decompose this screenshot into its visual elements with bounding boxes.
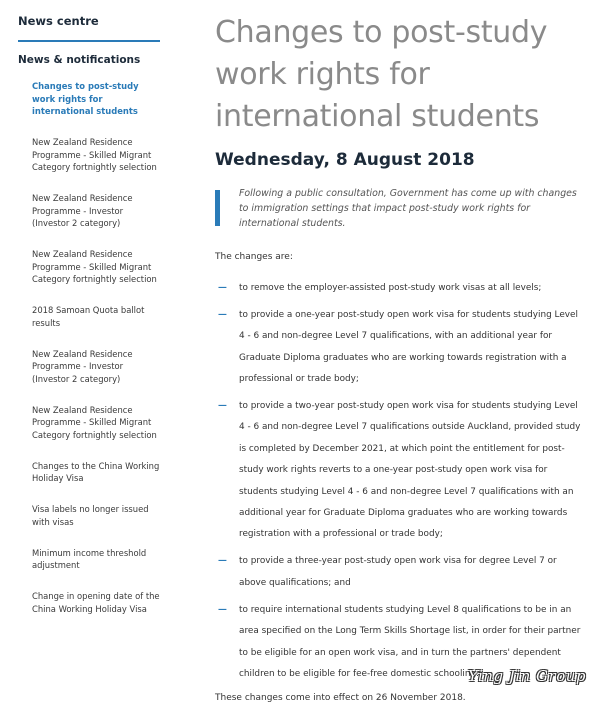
sidebar-item-skilled-migrant-1[interactable]: New Zealand Residence Programme - Skilled Migrant Category fortnightly selection xyxy=(32,137,157,172)
sidebar-item-investor-1[interactable]: New Zealand Residence Programme - Investor (Investor 2 category) xyxy=(32,193,133,228)
change-text: to provide a three-year post-study open work visa for degree Level 7 or above qualifications; and xyxy=(239,556,557,588)
change-text: to provide a one-year post-study open work visa for students studying Level 4 - 6 and non-degree Level 7 qualifications, with an additional year for Graduate Diploma graduates who are working towards registration with a professional or trade body; xyxy=(239,309,578,385)
effective-date-note: These changes come into effect on 26 November 2018. xyxy=(215,693,466,703)
sidebar xyxy=(18,14,160,634)
sidebar-title[interactable]: News centre xyxy=(18,14,160,42)
changes-lead: The changes are: xyxy=(215,252,293,262)
sidebar-item-china-working-holiday[interactable]: Changes to the China Working Holiday Visa xyxy=(32,460,160,483)
sidebar-section-heading[interactable]: News & notifications xyxy=(18,54,141,66)
dash-bullet-icon: — xyxy=(218,604,227,615)
changes-list xyxy=(215,278,585,685)
list-item xyxy=(215,551,585,594)
dash-bullet-icon: — xyxy=(218,309,227,320)
list-item xyxy=(215,396,585,546)
intro-text: Following a public consultation, Government has come up with changes to immigration settings that impact post-study work rights for international students. xyxy=(239,188,577,229)
sidebar-item-post-study-work-rights[interactable]: Changes to post-study work rights for international students xyxy=(32,81,139,116)
sidebar-item-visa-labels[interactable]: Visa labels no longer issued with visas xyxy=(32,504,149,527)
dash-bullet-icon: — xyxy=(218,556,227,567)
article-date: Wednesday, 8 August 2018 xyxy=(215,150,475,170)
dash-bullet-icon: — xyxy=(218,283,227,293)
change-text: to remove the employer-assisted post-study work visas at all levels; xyxy=(239,283,542,293)
list-item xyxy=(215,305,585,391)
change-text: to require international students studying Level 8 qualifications to be in an area specified on the Long Term Skills Shortage list, in order for their partner to be eligible for an open work visa, and in turn the partners' dependent children to be eligible for fee-free domestic schooling. xyxy=(239,604,581,679)
sidebar-item-skilled-migrant-2[interactable]: New Zealand Residence Programme - Skilled Migrant Category fortnightly selection xyxy=(32,249,157,284)
callout-accent-bar xyxy=(215,190,220,226)
sidebar-item-investor-2[interactable]: New Zealand Residence Programme - Investor (Investor 2 category) xyxy=(32,348,133,384)
sidebar-item-china-opening-date[interactable]: Change in opening date of the China Working Holiday Visa xyxy=(32,591,160,614)
watermark-logo: Ying Jin Group xyxy=(467,667,586,685)
dash-bullet-icon: — xyxy=(218,401,227,412)
sidebar-item-minimum-income[interactable]: Minimum income threshold adjustment xyxy=(32,547,147,570)
intro-callout xyxy=(215,186,584,231)
article xyxy=(215,12,585,703)
change-text: to provide a two-year post-study open work visa for students studying Level 4 - 6 and non-degree Level 7 qualifications outside Auckland, provided study is completed by December 2021, at which point the entitlement for post-study work rights reverts to a one-year post-study open work visa for students studying Level 4 - 6 and non-degree Level 7 qualifications with an additional year for Graduate Diploma graduates who are working towards registration with a professional or trade body; xyxy=(239,401,581,540)
page-title: Changes to post-study work rights for international students xyxy=(215,15,548,134)
sidebar-news-list xyxy=(18,80,160,615)
sidebar-item-samoan-quota[interactable]: 2018 Samoan Quota ballot results xyxy=(32,305,145,328)
sidebar-item-skilled-migrant-3[interactable]: New Zealand Residence Programme - Skilled Migrant Category fortnightly selection xyxy=(32,404,157,440)
list-item xyxy=(215,278,585,299)
